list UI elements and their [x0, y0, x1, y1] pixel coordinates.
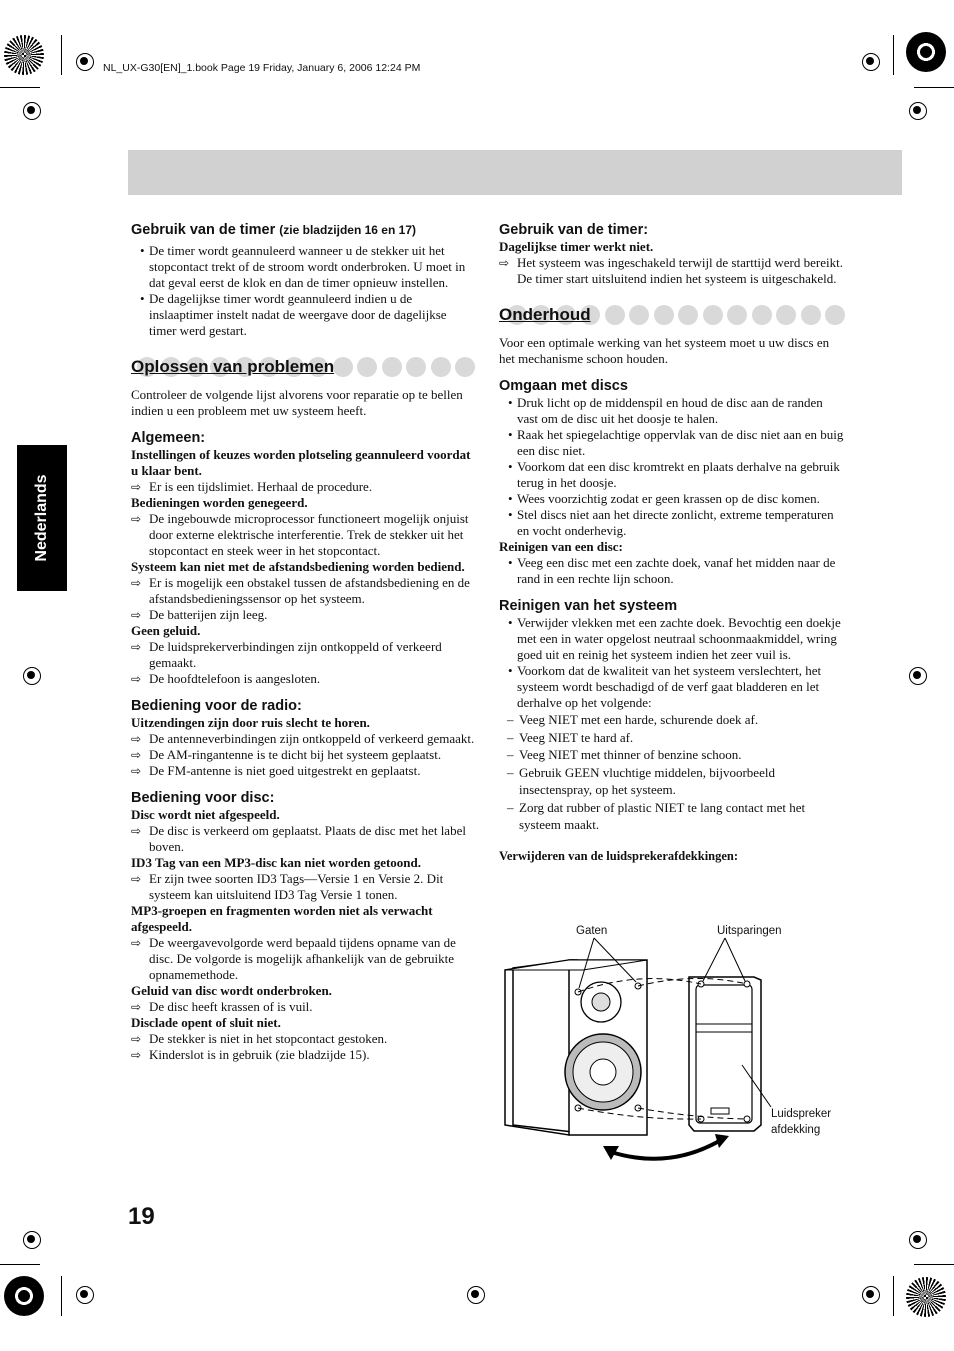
maintenance-intro: Voor een optimale werking van het systeem moet u uw discs en het mechanisme schoon houden. [499, 335, 830, 366]
problem-cause: ⇨ De disc heeft krassen of is vuil. [131, 999, 475, 1015]
system-care-dash: – Veeg NIET met thinner of benzine schoon. [499, 746, 845, 764]
problem-title: Disclade opent of sluit niet. [131, 1015, 281, 1030]
problem-title: Geluid van disc wordt onderbroken. [131, 983, 332, 998]
system-care-dash: – Veeg NIET te hard af. [499, 729, 845, 747]
system-care-dash: – Gebruik GEEN vluchtige middelen, bijvoorbeeld insectenspray, op het systeem. [499, 764, 845, 799]
print-header: NL_UX-G30[EN]_1.book Page 19 Friday, January 6, 2006 12:24 PM [103, 62, 421, 74]
label-holes: Gaten [576, 925, 608, 937]
system-care-dash: – Zorg dat rubber of plastic NIET te lang contact met het systeem maakt. [499, 799, 845, 834]
crosshair-mark [20, 664, 44, 688]
right-timer-cause: ⇨ Het systeem was ingeschakeld terwijl de starttijd werd bereikt. De timer start uitsluitend indien het systeem is uitgeschakeld. [499, 255, 845, 287]
crosshair-mark [859, 50, 883, 74]
left-column [131, 221, 475, 1063]
clean-disc-bullet: • Veeg een disc met een zachte doek, vanaf het midden naar de rand in een rechte lijn schoon. [499, 555, 845, 587]
discs-heading: Omgaan met discs [499, 378, 628, 394]
crosshair-mark [20, 1228, 44, 1252]
label-cover-line1: Luidspreker [771, 1108, 832, 1120]
problem-title: Instellingen of keuzes worden plotseling geannuleerd voordat u klaar bent. [131, 447, 471, 478]
system-dashes [499, 711, 845, 834]
problem-cause: ⇨ De weergavevolgorde werd bepaald tijdens opname van de disc. De volgorde is mogelijk afhankelijk van de gebruikte opnamemethode. [131, 935, 475, 983]
problem-cause: ⇨ De luidsprekerverbindingen zijn ontkoppeld of verkeerd gemaakt. [131, 639, 475, 671]
crosshair-mark [906, 664, 930, 688]
language-tab [17, 445, 67, 591]
problem-cause: ⇨ Kinderslot is in gebruik (zie bladzijde 15). [131, 1047, 475, 1063]
problem-title: Bedieningen worden genegeerd. [131, 495, 308, 510]
problem-cause: ⇨ De AM-ringantenne is te dicht bij het systeem geplaatst. [131, 747, 475, 763]
timer-heading: Gebruik van de timer (zie bladzijden 16 en 17) [131, 222, 416, 238]
problem-title: Systeem kan niet met de afstandsbediening worden bediend. [131, 559, 465, 574]
radio-items [131, 715, 475, 779]
radio-heading: Bediening voor de radio: [131, 698, 302, 714]
problem-cause: ⇨ Er is een tijdslimiet. Herhaal de procedure. [131, 479, 475, 495]
problem-cause: ⇨ De disc is verkeerd om geplaatst. Plaats de disc met het label boven. [131, 823, 475, 855]
label-recesses: Uitsparingen [717, 925, 782, 937]
crosshair-mark [73, 1283, 97, 1307]
crosshair-mark [859, 1283, 883, 1307]
crop-line [893, 35, 894, 75]
timer-bullets [131, 243, 475, 339]
system-bullets [499, 615, 845, 711]
crop-line [893, 1276, 894, 1316]
trouble-heading: Oplossen van problemen [131, 357, 335, 376]
problem-title: Geen geluid. [131, 623, 201, 638]
page-number: 19 [128, 1203, 155, 1230]
timer-bullet: • De dagelijkse timer wordt geannuleerd indien u de inslaaptimer instelt nadat de weergave door de dagelijkse timer werd gestart. [131, 291, 475, 339]
speaker-diagram [499, 920, 845, 1165]
trouble-heading-row [131, 353, 475, 381]
crop-line [0, 87, 40, 88]
timer-bullet: • De timer wordt geannuleerd wanneer u de stekker uit het stopcontact trekt of de stroom wordt onderbroken. U moet in dat geval eerst de klok en dan de timer opnieuw instellen. [131, 243, 475, 291]
crosshair-mark [906, 1228, 930, 1252]
general-items [131, 447, 475, 687]
system-heading: Reinigen van het systeem [499, 598, 678, 614]
problem-title: ID3 Tag van een MP3-disc kan niet worden getoond. [131, 855, 421, 870]
discs-bullets [499, 395, 845, 539]
maintenance-heading: Onderhoud [499, 305, 591, 324]
system-care-bullet: • Voorkom dat de kwaliteit van het systeem verslechtert, het systeem wordt beschadigd of de verf gaat bladderen en let derhalve op het volgende: [499, 663, 845, 711]
crop-line [914, 1264, 954, 1265]
problem-cause: ⇨ Er is mogelijk een obstakel tussen de afstandsbediening en de afstandsbedieningssensor op het systeem. [131, 575, 475, 607]
crop-line [914, 87, 954, 88]
right-timer-heading: Gebruik van de timer: [499, 222, 649, 238]
registration-mark-top-left [4, 35, 44, 75]
problem-cause: ⇨ De hoofdtelefoon is aangesloten. [131, 671, 475, 687]
problem-cause: ⇨ De batterijen zijn leeg. [131, 607, 475, 623]
label-cover-line2: afdekking [771, 1124, 821, 1136]
crosshair-mark [906, 99, 930, 123]
header-bar [128, 150, 902, 195]
trouble-intro: Controleer de volgende lijst alvorens voor reparatie op te bellen indien u een probleem met uw systeem heeft. [131, 387, 463, 418]
disc-heading: Bediening voor disc: [131, 790, 275, 806]
right-timer-problem: Dagelijkse timer werkt niet. [499, 239, 654, 254]
crop-line [0, 1264, 40, 1265]
disc-care-bullet: • Druk licht op de middenspil en houd de disc aan de randen vast om de disc uit het doosje te halen. [499, 395, 845, 427]
disc-care-bullet: • Wees voorzichtig zodat er geen krassen op de disc komen. [499, 491, 845, 507]
problem-cause: ⇨ De FM-antenne is niet goed uitgestrekt en geplaatst. [131, 763, 475, 779]
crop-line [61, 35, 62, 75]
problem-title: Uitzendingen zijn door ruis slecht te horen. [131, 715, 370, 730]
language-tab-label: Nederlands [33, 474, 50, 562]
problem-title: MP3-groepen en fragmenten worden niet als verwacht afgespeeld. [131, 903, 433, 934]
remove-covers-label: Verwijderen van de luidsprekerafdekkingen: [499, 848, 739, 863]
disc-care-bullet: • Raak het spiegelachtige oppervlak van de disc niet aan en buig een disc niet. [499, 427, 845, 459]
problem-cause: ⇨ De ingebouwde microprocessor functioneert mogelijk onjuist door externe elektrische interferentie. Trek de stekker uit het stopcontact en steek weer in het stopcontact. [131, 511, 475, 559]
crosshair-mark [464, 1283, 488, 1307]
registration-mark-top-right [906, 32, 946, 72]
crosshair-mark [73, 50, 97, 74]
problem-cause: ⇨ De antenneverbindingen zijn ontkoppeld of verkeerd gemaakt. [131, 731, 475, 747]
system-care-dash: – Veeg NIET met een harde, schurende doek af. [499, 711, 845, 729]
general-heading: Algemeen: [131, 430, 206, 446]
disc-care-bullet: • Voorkom dat een disc kromtrekt en plaats derhalve na gebruik terug in het doosje. [499, 459, 845, 491]
crop-line [61, 1276, 62, 1316]
problem-title: Disc wordt niet afgespeeld. [131, 807, 280, 822]
registration-mark-bottom-left [4, 1276, 44, 1316]
clean-disc-label: Reinigen van een disc: [499, 539, 623, 554]
right-column [499, 221, 845, 864]
disc-items [131, 807, 475, 1063]
problem-cause: ⇨ De stekker is niet in het stopcontact gestoken. [131, 1031, 475, 1047]
disc-care-bullet: • Stel discs niet aan het directe zonlicht, extreme temperaturen en vocht onderhevig. [499, 507, 845, 539]
crosshair-mark [20, 99, 44, 123]
problem-cause: ⇨ Er zijn twee soorten ID3 Tags—Versie 1 en Versie 2. Dit systeem kan uitsluitend ID3 Tag Versie 1 tonen. [131, 871, 475, 903]
registration-mark-bottom-right [906, 1277, 946, 1317]
system-care-bullet: • Verwijder vlekken met een zachte doek. Bevochtig een doekje met een in water opgelost neutraal schoonmaakmiddel, wring goed uit en reinig het systeem indien het zeer vuil is. [499, 615, 845, 663]
maintenance-heading-row [499, 301, 845, 329]
